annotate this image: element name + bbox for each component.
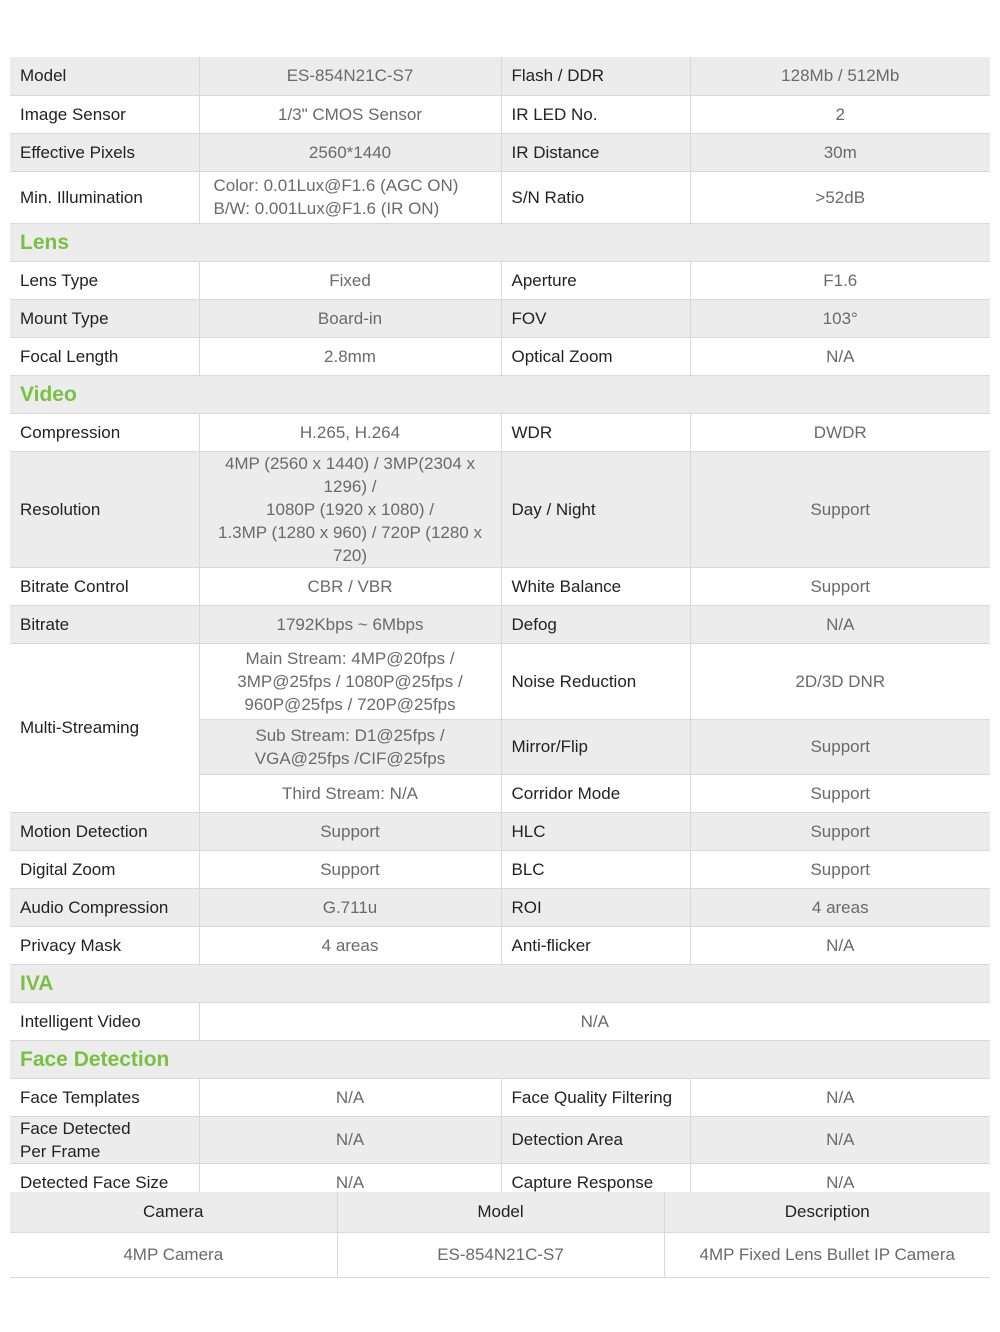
spec-label: Image Sensor <box>10 95 199 133</box>
spec-row-pixels <box>10 133 990 171</box>
spec-label-line: Face Detected <box>20 1118 131 1138</box>
section-lens <box>10 223 990 261</box>
spec-label: Defog <box>501 605 690 643</box>
model-summary-table <box>10 1192 990 1278</box>
spec-value: Support <box>199 812 501 850</box>
spec-label: Audio Compression <box>10 888 199 926</box>
spec-value: 1/3" CMOS Sensor <box>199 95 501 133</box>
spec-row-compression <box>10 413 990 451</box>
spec-value: N/A <box>199 1116 501 1163</box>
spec-row-lens-type <box>10 261 990 299</box>
section-iva <box>10 964 990 1002</box>
spec-label: Bitrate <box>10 605 199 643</box>
spec-value: Support <box>690 774 990 812</box>
spec-label: Detection Area <box>501 1116 690 1163</box>
spec-row-intelligent-video <box>10 1002 990 1040</box>
spec-row-bitrate <box>10 605 990 643</box>
spec-value: DWDR <box>690 413 990 451</box>
spec-label: Focal Length <box>10 337 199 375</box>
spec-value: CBR / VBR <box>199 567 501 605</box>
spec-label: Optical Zoom <box>501 337 690 375</box>
summary-cell: 4MP Fixed Lens Bullet IP Camera <box>664 1233 990 1278</box>
spec-value: G.711u <box>199 888 501 926</box>
spec-label: Lens Type <box>10 261 199 299</box>
spec-label: Resolution <box>10 451 199 567</box>
summary-cell: 4MP Camera <box>10 1233 337 1278</box>
spec-value: 30m <box>690 133 990 171</box>
spec-value <box>199 171 501 223</box>
spec-label: Bitrate Control <box>10 567 199 605</box>
spec-value: N/A <box>690 1078 990 1116</box>
spec-row-digital-zoom <box>10 850 990 888</box>
spec-value-line: Main Stream: 4MP@20fps / <box>245 648 455 668</box>
spec-value-line: 960P@25fps / 720P@25fps <box>244 694 456 714</box>
spec-label: Anti-flicker <box>501 926 690 964</box>
spec-value: >52dB <box>690 171 990 223</box>
spec-value-line: VGA@25fps /CIF@25fps <box>254 748 446 768</box>
spec-value: Support <box>690 451 990 567</box>
spec-row-sensor <box>10 95 990 133</box>
spec-value: 4 areas <box>690 888 990 926</box>
spec-label: Flash / DDR <box>501 57 690 95</box>
spec-label: Mount Type <box>10 299 199 337</box>
spec-value-line: Color: 0.01Lux@F1.6 (AGC ON) <box>213 176 459 195</box>
spec-value: N/A <box>690 926 990 964</box>
spec-label: WDR <box>501 413 690 451</box>
spec-label: BLC <box>501 850 690 888</box>
spec-value: Fixed <box>199 261 501 299</box>
spec-label: Effective Pixels <box>10 133 199 171</box>
spec-value: Support <box>690 719 990 774</box>
spec-row-bitrate-control <box>10 567 990 605</box>
section-face-detection <box>10 1040 990 1078</box>
spec-value: 4 areas <box>199 926 501 964</box>
spec-value: 1792Kbps ~ 6Mbps <box>199 605 501 643</box>
spec-label: Capture Response <box>501 1163 690 1201</box>
summary-header: Camera <box>10 1192 337 1233</box>
spec-label: Motion Detection <box>10 812 199 850</box>
spec-row-audio <box>10 888 990 926</box>
spec-label: Detected Face Size <box>10 1163 199 1201</box>
spec-value-line: 1080P (1920 x 1080) / <box>266 499 434 519</box>
spec-label <box>10 1116 199 1163</box>
spec-label: IR LED No. <box>501 95 690 133</box>
spec-value: N/A <box>690 337 990 375</box>
spec-label: Intelligent Video <box>10 1002 199 1040</box>
section-heading: Video <box>10 375 990 413</box>
spec-value: Board-in <box>199 299 501 337</box>
spec-label: Model <box>10 57 199 95</box>
spec-value: Support <box>690 567 990 605</box>
section-heading: Lens <box>10 223 990 261</box>
spec-value: N/A <box>690 1116 990 1163</box>
spec-row-mount <box>10 299 990 337</box>
spec-row-motion <box>10 812 990 850</box>
spec-label: Noise Reduction <box>501 643 690 719</box>
section-heading: IVA <box>10 964 990 1002</box>
spec-value-line: B/W: 0.001Lux@F1.6 (IR ON) <box>213 199 440 218</box>
spec-value: 2560*1440 <box>199 133 501 171</box>
spec-row-model <box>10 57 990 95</box>
spec-label: HLC <box>501 812 690 850</box>
spec-label: Face Templates <box>10 1078 199 1116</box>
spec-value-line: 1.3MP (1280 x 960) / 720P (1280 x 720) <box>218 522 482 565</box>
spec-label: S/N Ratio <box>501 171 690 223</box>
spec-label: Face Quality Filtering <box>501 1078 690 1116</box>
spec-value: ES-854N21C-S7 <box>199 57 501 95</box>
spec-row-resolution <box>10 451 990 567</box>
spec-label: Day / Night <box>501 451 690 567</box>
spec-value: 103° <box>690 299 990 337</box>
spec-value: 2 <box>690 95 990 133</box>
spec-value <box>199 451 501 567</box>
spec-value: N/A <box>199 1078 501 1116</box>
spec-value-line: Sub Stream: D1@25fps / <box>255 725 445 745</box>
spec-table <box>10 57 990 1202</box>
spec-value: H.265, H.264 <box>199 413 501 451</box>
spec-value: F1.6 <box>690 261 990 299</box>
spec-value: 128Mb / 512Mb <box>690 57 990 95</box>
spec-value <box>199 719 501 774</box>
spec-label: Digital Zoom <box>10 850 199 888</box>
spec-row-multistream-main <box>10 643 990 719</box>
spec-label: Aperture <box>501 261 690 299</box>
spec-value-line: 3MP@25fps / 1080P@25fps / <box>237 671 463 691</box>
spec-row-face-templates <box>10 1078 990 1116</box>
spec-value: 2D/3D DNR <box>690 643 990 719</box>
spec-value: Support <box>690 812 990 850</box>
spec-value <box>199 643 501 719</box>
spec-row-focal <box>10 337 990 375</box>
spec-value: 2.8mm <box>199 337 501 375</box>
spec-label: ROI <box>501 888 690 926</box>
spec-value: Third Stream: N/A <box>199 774 501 812</box>
spec-label: Compression <box>10 413 199 451</box>
spec-label: Corridor Mode <box>501 774 690 812</box>
spec-label: Mirror/Flip <box>501 719 690 774</box>
spec-label: White Balance <box>501 567 690 605</box>
summary-header-row <box>10 1192 990 1233</box>
spec-value: Support <box>199 850 501 888</box>
summary-cell: ES-854N21C-S7 <box>337 1233 664 1278</box>
section-heading: Face Detection <box>10 1040 990 1078</box>
summary-header: Description <box>664 1192 990 1233</box>
spec-label-line: Per Frame <box>20 1141 101 1161</box>
spec-value: N/A <box>690 605 990 643</box>
spec-row-illumination <box>10 171 990 223</box>
spec-label: Privacy Mask <box>10 926 199 964</box>
spec-value: N/A <box>690 1163 990 1201</box>
spec-row-privacy <box>10 926 990 964</box>
spec-label: Multi-Streaming <box>10 643 199 812</box>
spec-label: IR Distance <box>501 133 690 171</box>
summary-row <box>10 1233 990 1278</box>
spec-value: N/A <box>199 1163 501 1201</box>
spec-value: Support <box>690 850 990 888</box>
section-video <box>10 375 990 413</box>
spec-value: N/A <box>199 1002 990 1040</box>
spec-value-line: 4MP (2560 x 1440) / 3MP(2304 x 1296) / <box>224 453 476 496</box>
summary-header: Model <box>337 1192 664 1233</box>
spec-row-face-per-frame <box>10 1116 990 1163</box>
spec-label: FOV <box>501 299 690 337</box>
spec-label: Min. Illumination <box>10 171 199 223</box>
